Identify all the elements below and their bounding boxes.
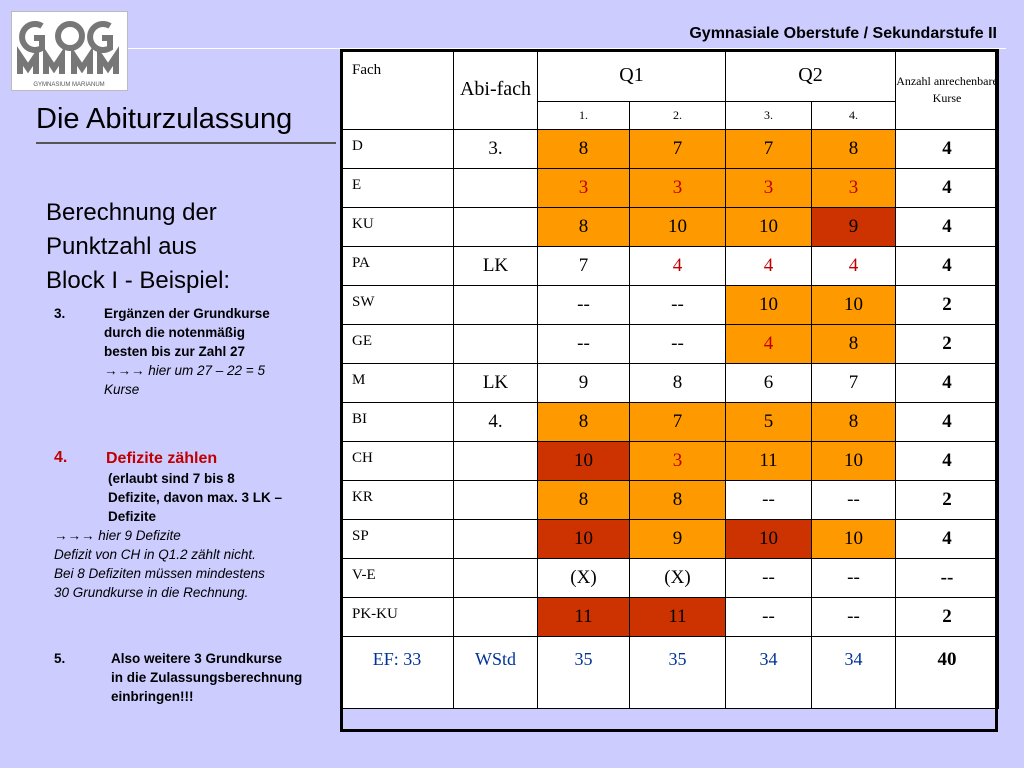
sum-ef: EF: 33 <box>341 637 454 709</box>
page-title: Die Abiturzulassung <box>36 103 293 135</box>
grade-cell: 3 <box>630 169 726 208</box>
sum-cell: 34 <box>812 637 896 709</box>
grade-cell: -- <box>812 481 896 520</box>
grade-cell: 4 <box>726 325 812 364</box>
note-line: Bei 8 Defiziten müssen mindestens <box>54 566 265 581</box>
note-number: 3. <box>54 306 66 321</box>
grade-cell: -- <box>812 559 896 598</box>
grade-cell: -- <box>630 286 726 325</box>
count-cell: 4 <box>896 364 999 403</box>
table-row <box>341 559 999 598</box>
grade-cell: 8 <box>812 403 896 442</box>
note-line: Defizite <box>108 509 157 524</box>
grade-cell: 10 <box>726 520 812 559</box>
subject-cell: CH <box>341 442 454 481</box>
grade-cell: -- <box>726 559 812 598</box>
abifach-cell <box>454 520 538 559</box>
subtitle-line: Berechnung der <box>46 199 217 226</box>
grade-cell: 11 <box>630 598 726 637</box>
table-row <box>341 208 999 247</box>
subject-cell: SW <box>341 286 454 325</box>
count-cell: 4 <box>896 247 999 286</box>
title-underline <box>36 142 336 144</box>
count-cell: 2 <box>896 481 999 520</box>
grade-cell: 8 <box>812 325 896 364</box>
note-line: Ergänzen der Grundkurse <box>104 306 270 321</box>
sum-wstd: WStd <box>454 637 538 709</box>
note-line: durch die notenmäßig <box>104 325 246 340</box>
grade-cell: 9 <box>630 520 726 559</box>
grade-cell: 9 <box>538 364 630 403</box>
grades-table <box>340 49 999 709</box>
abifach-cell <box>454 286 538 325</box>
subject-cell: KR <box>341 481 454 520</box>
grade-cell: 10 <box>812 286 896 325</box>
sum-row <box>341 637 999 709</box>
abifach-cell <box>454 481 538 520</box>
grade-cell: 7 <box>538 247 630 286</box>
abifach-cell <box>454 208 538 247</box>
grade-cell: 7 <box>630 130 726 169</box>
abifach-cell <box>454 442 538 481</box>
grade-cell: 10 <box>726 286 812 325</box>
table-row <box>341 481 999 520</box>
note-line: Defizit von CH in Q1.2 zählt nicht. <box>54 547 256 562</box>
grade-cell: 11 <box>726 442 812 481</box>
abifach-cell <box>454 325 538 364</box>
table-row <box>341 364 999 403</box>
subject-cell: KU <box>341 208 454 247</box>
subtitle-line: Punktzahl aus <box>46 233 197 260</box>
grade-cell: 10 <box>726 208 812 247</box>
grade-cell: 3 <box>726 169 812 208</box>
subject-cell: GE <box>341 325 454 364</box>
note-line: Kurse <box>104 382 140 397</box>
header-semester: 4. <box>812 102 896 130</box>
grade-cell: 4 <box>812 247 896 286</box>
grade-cell: 3 <box>812 169 896 208</box>
grade-cell: 7 <box>726 130 812 169</box>
grade-cell: 10 <box>538 442 630 481</box>
header-q1: Q1 <box>538 50 726 102</box>
grade-cell: 10 <box>538 520 630 559</box>
header-abifach: Abi-fach <box>454 50 538 130</box>
subject-cell: PA <box>341 247 454 286</box>
note-line: besten bis zur Zahl 27 <box>104 344 246 359</box>
grade-cell: 4 <box>630 247 726 286</box>
sum-cell: 35 <box>630 637 726 709</box>
grade-cell: 5 <box>726 403 812 442</box>
table-row <box>341 325 999 364</box>
sum-cell: 34 <box>726 637 812 709</box>
grade-cell: 9 <box>812 208 896 247</box>
note-heading: Defizite zählen <box>106 450 218 467</box>
grade-cell: -- <box>538 286 630 325</box>
count-cell: -- <box>896 559 999 598</box>
grade-cell: 8 <box>538 481 630 520</box>
grade-cell: -- <box>812 598 896 637</box>
table-row <box>341 520 999 559</box>
table-row <box>341 403 999 442</box>
count-cell: 4 <box>896 169 999 208</box>
grade-cell: 8 <box>538 130 630 169</box>
note-line: 30 Grundkurse in die Rechnung. <box>54 585 249 600</box>
header-semester: 2. <box>630 102 726 130</box>
header-anzahl: Anzahl anrechenbare Kurse <box>896 50 999 130</box>
abifach-cell <box>454 598 538 637</box>
grade-cell: (X) <box>630 559 726 598</box>
abifach-cell: LK <box>454 247 538 286</box>
grade-cell: 10 <box>630 208 726 247</box>
logo-letters-graphic <box>12 12 127 90</box>
abifach-cell: LK <box>454 364 538 403</box>
table-row <box>341 286 999 325</box>
count-cell: 4 <box>896 403 999 442</box>
subject-cell: SP <box>341 520 454 559</box>
note-number: 5. <box>54 651 66 666</box>
grade-cell: 8 <box>630 364 726 403</box>
table-row <box>341 130 999 169</box>
logo-caption: GYMNASIUM MARIANUM <box>33 82 105 88</box>
grade-cell: 7 <box>630 403 726 442</box>
grade-cell: -- <box>538 325 630 364</box>
count-cell: 4 <box>896 208 999 247</box>
grade-cell: 8 <box>538 208 630 247</box>
grade-cell: 4 <box>726 247 812 286</box>
grade-cell: 10 <box>812 520 896 559</box>
note-line: Defizite, davon max. 3 LK – <box>108 490 283 505</box>
grade-cell: 11 <box>538 598 630 637</box>
abifach-cell: 4. <box>454 403 538 442</box>
grade-cell: 7 <box>812 364 896 403</box>
grade-cell: 3 <box>630 442 726 481</box>
header-semester: 3. <box>726 102 812 130</box>
subject-cell: E <box>341 169 454 208</box>
grade-cell: (X) <box>538 559 630 598</box>
grade-cell: 8 <box>812 130 896 169</box>
table-row <box>341 598 999 637</box>
table-row <box>341 442 999 481</box>
school-logo <box>11 11 128 91</box>
sum-cell: 35 <box>538 637 630 709</box>
table-row <box>341 247 999 286</box>
grade-cell: 6 <box>726 364 812 403</box>
count-cell: 4 <box>896 130 999 169</box>
header-semester: 1. <box>538 102 630 130</box>
count-cell: 4 <box>896 520 999 559</box>
subtitle <box>46 196 336 298</box>
note-line: einbringen!!! <box>111 689 194 704</box>
grade-cell: -- <box>726 598 812 637</box>
note-line: in die Zulassungsberechnung <box>111 670 303 685</box>
grade-cell: 3 <box>538 169 630 208</box>
count-cell: 2 <box>896 286 999 325</box>
grade-cell: 8 <box>538 403 630 442</box>
abifach-cell <box>454 169 538 208</box>
header-title: Gymnasiale Oberstufe / Sekundarstufe II <box>689 25 997 42</box>
subject-cell: M <box>341 364 454 403</box>
subject-cell: D <box>341 130 454 169</box>
header-q2: Q2 <box>726 50 896 102</box>
grade-cell: 8 <box>630 481 726 520</box>
note-line: →→→ hier um 27 – 22 = 5 <box>104 363 265 378</box>
grade-cell: -- <box>726 481 812 520</box>
count-cell: 2 <box>896 598 999 637</box>
subtitle-line: Block I - Beispiel: <box>46 267 231 294</box>
note-line: (erlaubt sind 7 bis 8 <box>108 471 235 486</box>
table-body <box>341 130 999 637</box>
abifach-cell: 3. <box>454 130 538 169</box>
subject-cell: V-E <box>341 559 454 598</box>
note-number: 4. <box>54 449 68 466</box>
grade-cell: -- <box>630 325 726 364</box>
table-row <box>341 169 999 208</box>
count-cell: 4 <box>896 442 999 481</box>
note-line: Also weitere 3 Grundkurse <box>111 651 283 666</box>
sum-total: 40 <box>896 637 999 709</box>
subject-cell: PK-KU <box>341 598 454 637</box>
header-fach: Fach <box>341 50 454 130</box>
count-cell: 2 <box>896 325 999 364</box>
note-line: →→→ hier 9 Defizite <box>54 528 181 543</box>
subject-cell: BI <box>341 403 454 442</box>
grade-cell: 10 <box>812 442 896 481</box>
abifach-cell <box>454 559 538 598</box>
